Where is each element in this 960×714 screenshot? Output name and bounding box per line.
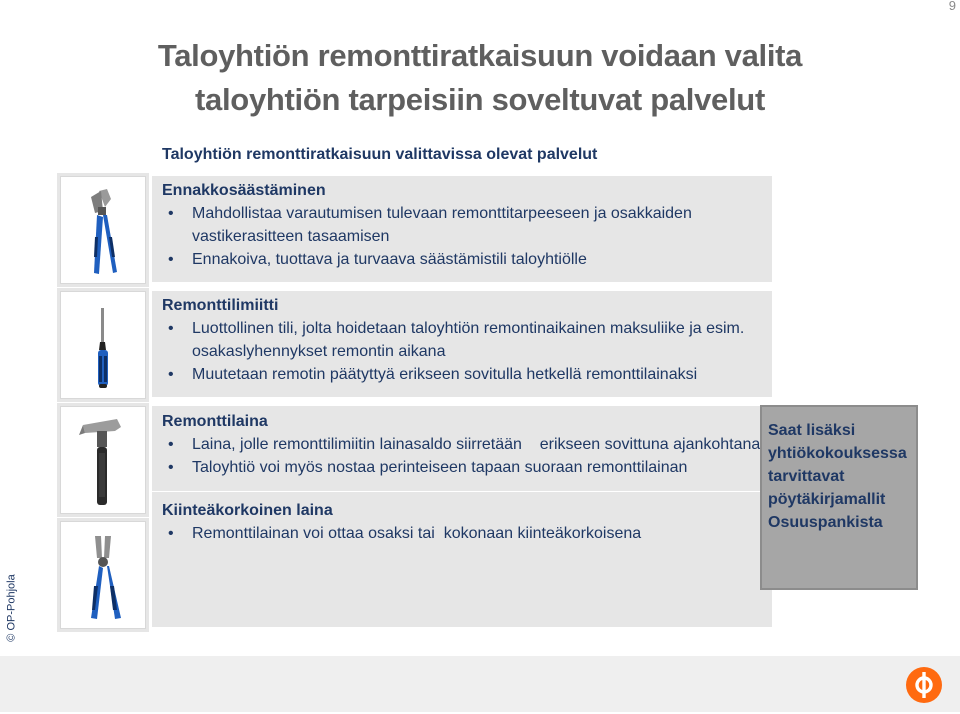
list-item: • Taloyhtiö voi myös nostaa perinteiseen tapaan suoraan remonttilainan	[162, 456, 762, 479]
section-heading: Ennakkosäästäminen	[162, 182, 326, 199]
water-pump-pliers-icon	[61, 177, 145, 283]
list-item: • Luottollinen tili, jolta hoidetaan taloyhtiön remontinaikainen maksuliike ja esim. osakaslyhennykset remontin aikana	[162, 317, 762, 363]
bullet-list	[162, 433, 762, 479]
section-ennakkosaastaminen	[152, 176, 772, 282]
combination-pliers-icon	[61, 522, 145, 628]
list-item: • Muutetaan remotin päätyttyä erikseen sovitulla hetkellä remonttilainaksi	[162, 363, 762, 386]
side-note-line: Osuuspankista	[768, 514, 883, 531]
hammer-icon	[61, 407, 145, 513]
slide-title-line-1: Taloyhtiön remonttiratkaisuun voidaan valita	[157, 38, 803, 73]
pliers-image	[60, 176, 146, 284]
side-note-line: Saat lisäksi	[768, 422, 856, 439]
hammer-image	[60, 406, 146, 514]
slide-subtitle: Taloyhtiön remonttiratkaisuun valittavissa olevat palvelut	[162, 146, 598, 163]
side-note-box	[760, 405, 918, 590]
screwdriver-image	[60, 291, 146, 399]
screwdriver-icon	[61, 292, 145, 398]
op-logo	[906, 667, 942, 703]
list-item: • Laina, jolle remonttilimiitin lainasaldo siirretään erikseen sovittuna ajankohtana	[162, 433, 762, 456]
copyright-text: © OP-Pohjola	[5, 574, 18, 642]
bullet-list	[162, 317, 762, 386]
section-remonttilaina	[152, 406, 772, 627]
footer-bar	[0, 656, 960, 712]
op-logo-icon	[906, 667, 942, 703]
slide-title	[0, 34, 960, 122]
copyright-notice	[0, 574, 18, 642]
slide-title-line-2: taloyhtiön tarpeisiin soveltuvat palvelut	[195, 82, 765, 117]
section-heading: Remonttilimiitti	[162, 297, 279, 314]
bullet-list	[162, 522, 762, 545]
cutting-pliers-image	[60, 521, 146, 629]
section-divider	[152, 491, 772, 492]
section-heading: Kiinteäkorkoinen laina	[162, 502, 333, 519]
list-item: • Remonttilainan voi ottaa osaksi tai kokonaan kiinteäkorkoisena	[162, 522, 762, 545]
bullet-list	[162, 202, 762, 271]
page-number: 9	[948, 0, 956, 13]
side-note-line: yhtiökokouksessa	[768, 445, 907, 462]
side-note-line: pöytäkirjamallit	[768, 491, 886, 508]
list-item: • Mahdollistaa varautumisen tulevaan remonttitarpeeseen ja osakkaiden vastikerasitteen tasaamisen	[162, 202, 762, 248]
list-item: • Ennakoiva, tuottava ja turvaava säästämistili taloyhtiölle	[162, 248, 762, 271]
side-note-line: tarvittavat	[768, 468, 845, 485]
section-heading: Remonttilaina	[162, 413, 268, 430]
section-remonttilimiitti	[152, 291, 772, 397]
